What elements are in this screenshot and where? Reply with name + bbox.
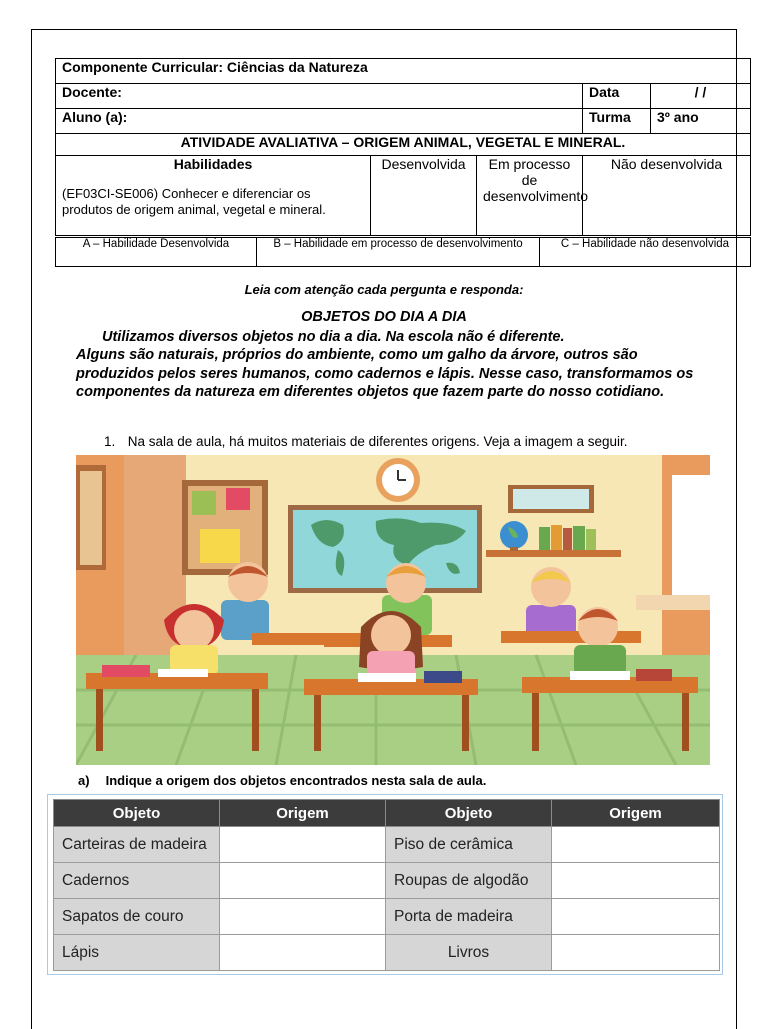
origin-answer-cell[interactable] [552,935,720,971]
classroom-illustration [76,455,710,765]
legend-table [55,237,751,267]
componente-curricular: Componente Curricular: Ciências da Natureza [56,59,751,84]
origin-answer-cell[interactable] [220,827,386,863]
table-row [54,863,720,899]
header-origem: Origem [220,800,386,827]
desenvolvida-column[interactable]: Desenvolvida [371,156,477,236]
header-objeto: Objeto [54,800,220,827]
object-cell: Lápis [54,935,220,971]
student [164,604,224,675]
table-row [54,827,720,863]
origin-answer-cell[interactable] [220,899,386,935]
instruction: Leia com atenção cada pergunta e responda: [244,282,524,297]
object-cell: Porta de madeira [386,899,552,935]
question-1-text: Na sala de aula, há muitos materiais de diferentes origens. Veja a imagem a seguir. [127,434,628,449]
objects-table [53,799,720,971]
data-label: Data [583,84,651,109]
legend-c: C – Habilidade não desenvolvida [540,238,751,267]
header-origem: Origem [552,800,720,827]
object-cell: Roupas de algodão [386,863,552,899]
origin-answer-cell[interactable] [552,863,720,899]
question-1-number: 1. [104,434,116,449]
question-a-letter: a) [78,773,90,788]
reading-text [76,328,716,401]
origin-answer-cell[interactable] [552,899,720,935]
legend-b: B – Habilidade em processo de desenvolvimento [257,238,540,267]
origin-answer-cell[interactable] [220,935,386,971]
reading-title: OBJETOS DO DIA A DIA [301,309,467,325]
question-1 [104,434,628,449]
header-objeto: Objeto [386,800,552,827]
table-row [54,935,720,971]
em-processo-column[interactable]: Em processo de desenvolvimento [477,156,583,236]
turma-label: Turma [583,109,651,134]
object-cell: Livros [386,935,552,971]
object-cell: Piso de cerâmica [386,827,552,863]
legend-a: A – Habilidade Desenvolvida [56,238,257,267]
object-cell: Carteiras de madeira [54,827,220,863]
origin-answer-cell[interactable] [220,863,386,899]
header-table [55,58,751,236]
habilidades-label: Habilidades [173,156,253,172]
nao-desenvolvida-column[interactable]: Não desenvolvida [583,156,751,236]
student [359,611,423,681]
habilidade-text: (EF03CI-SE006) Conhecer e diferenciar os produtos de origem animal, vegetal e mineral. [62,186,326,217]
atividade-title: ATIVIDADE AVALIATIVA – ORIGEM ANIMAL, VEGETAL E MINERAL. [56,134,751,156]
clock-icon [376,458,420,502]
aluno-field[interactable]: Aluno (a): [56,109,583,134]
habilidades-cell [56,156,371,236]
reading-paragraph-1: Utilizamos diversos objetos no dia a dia. Na escola não é diferente. [102,329,565,345]
turma-value: 3º ano [651,109,751,134]
data-field[interactable]: / / [651,84,751,109]
table-row [54,899,720,935]
world-map-icon [288,505,482,593]
reading-paragraph-2: Alguns são naturais, próprios do ambiente, como um galho da árvore, outros são produzidos pelos seres humanos, como cadernos e lápis. Nesse caso, transformamos os componentes da natureza em diferentes objetos que fazem parte do nosso cotidiano. [76,347,694,400]
object-cell: Cadernos [54,863,220,899]
docente-field[interactable]: Docente: [56,84,583,109]
object-cell: Sapatos de couro [54,899,220,935]
origin-answer-cell[interactable] [552,827,720,863]
question-a-text: Indique a origem dos objetos encontrados nesta sala de aula. [105,773,487,788]
question-a [78,773,486,788]
